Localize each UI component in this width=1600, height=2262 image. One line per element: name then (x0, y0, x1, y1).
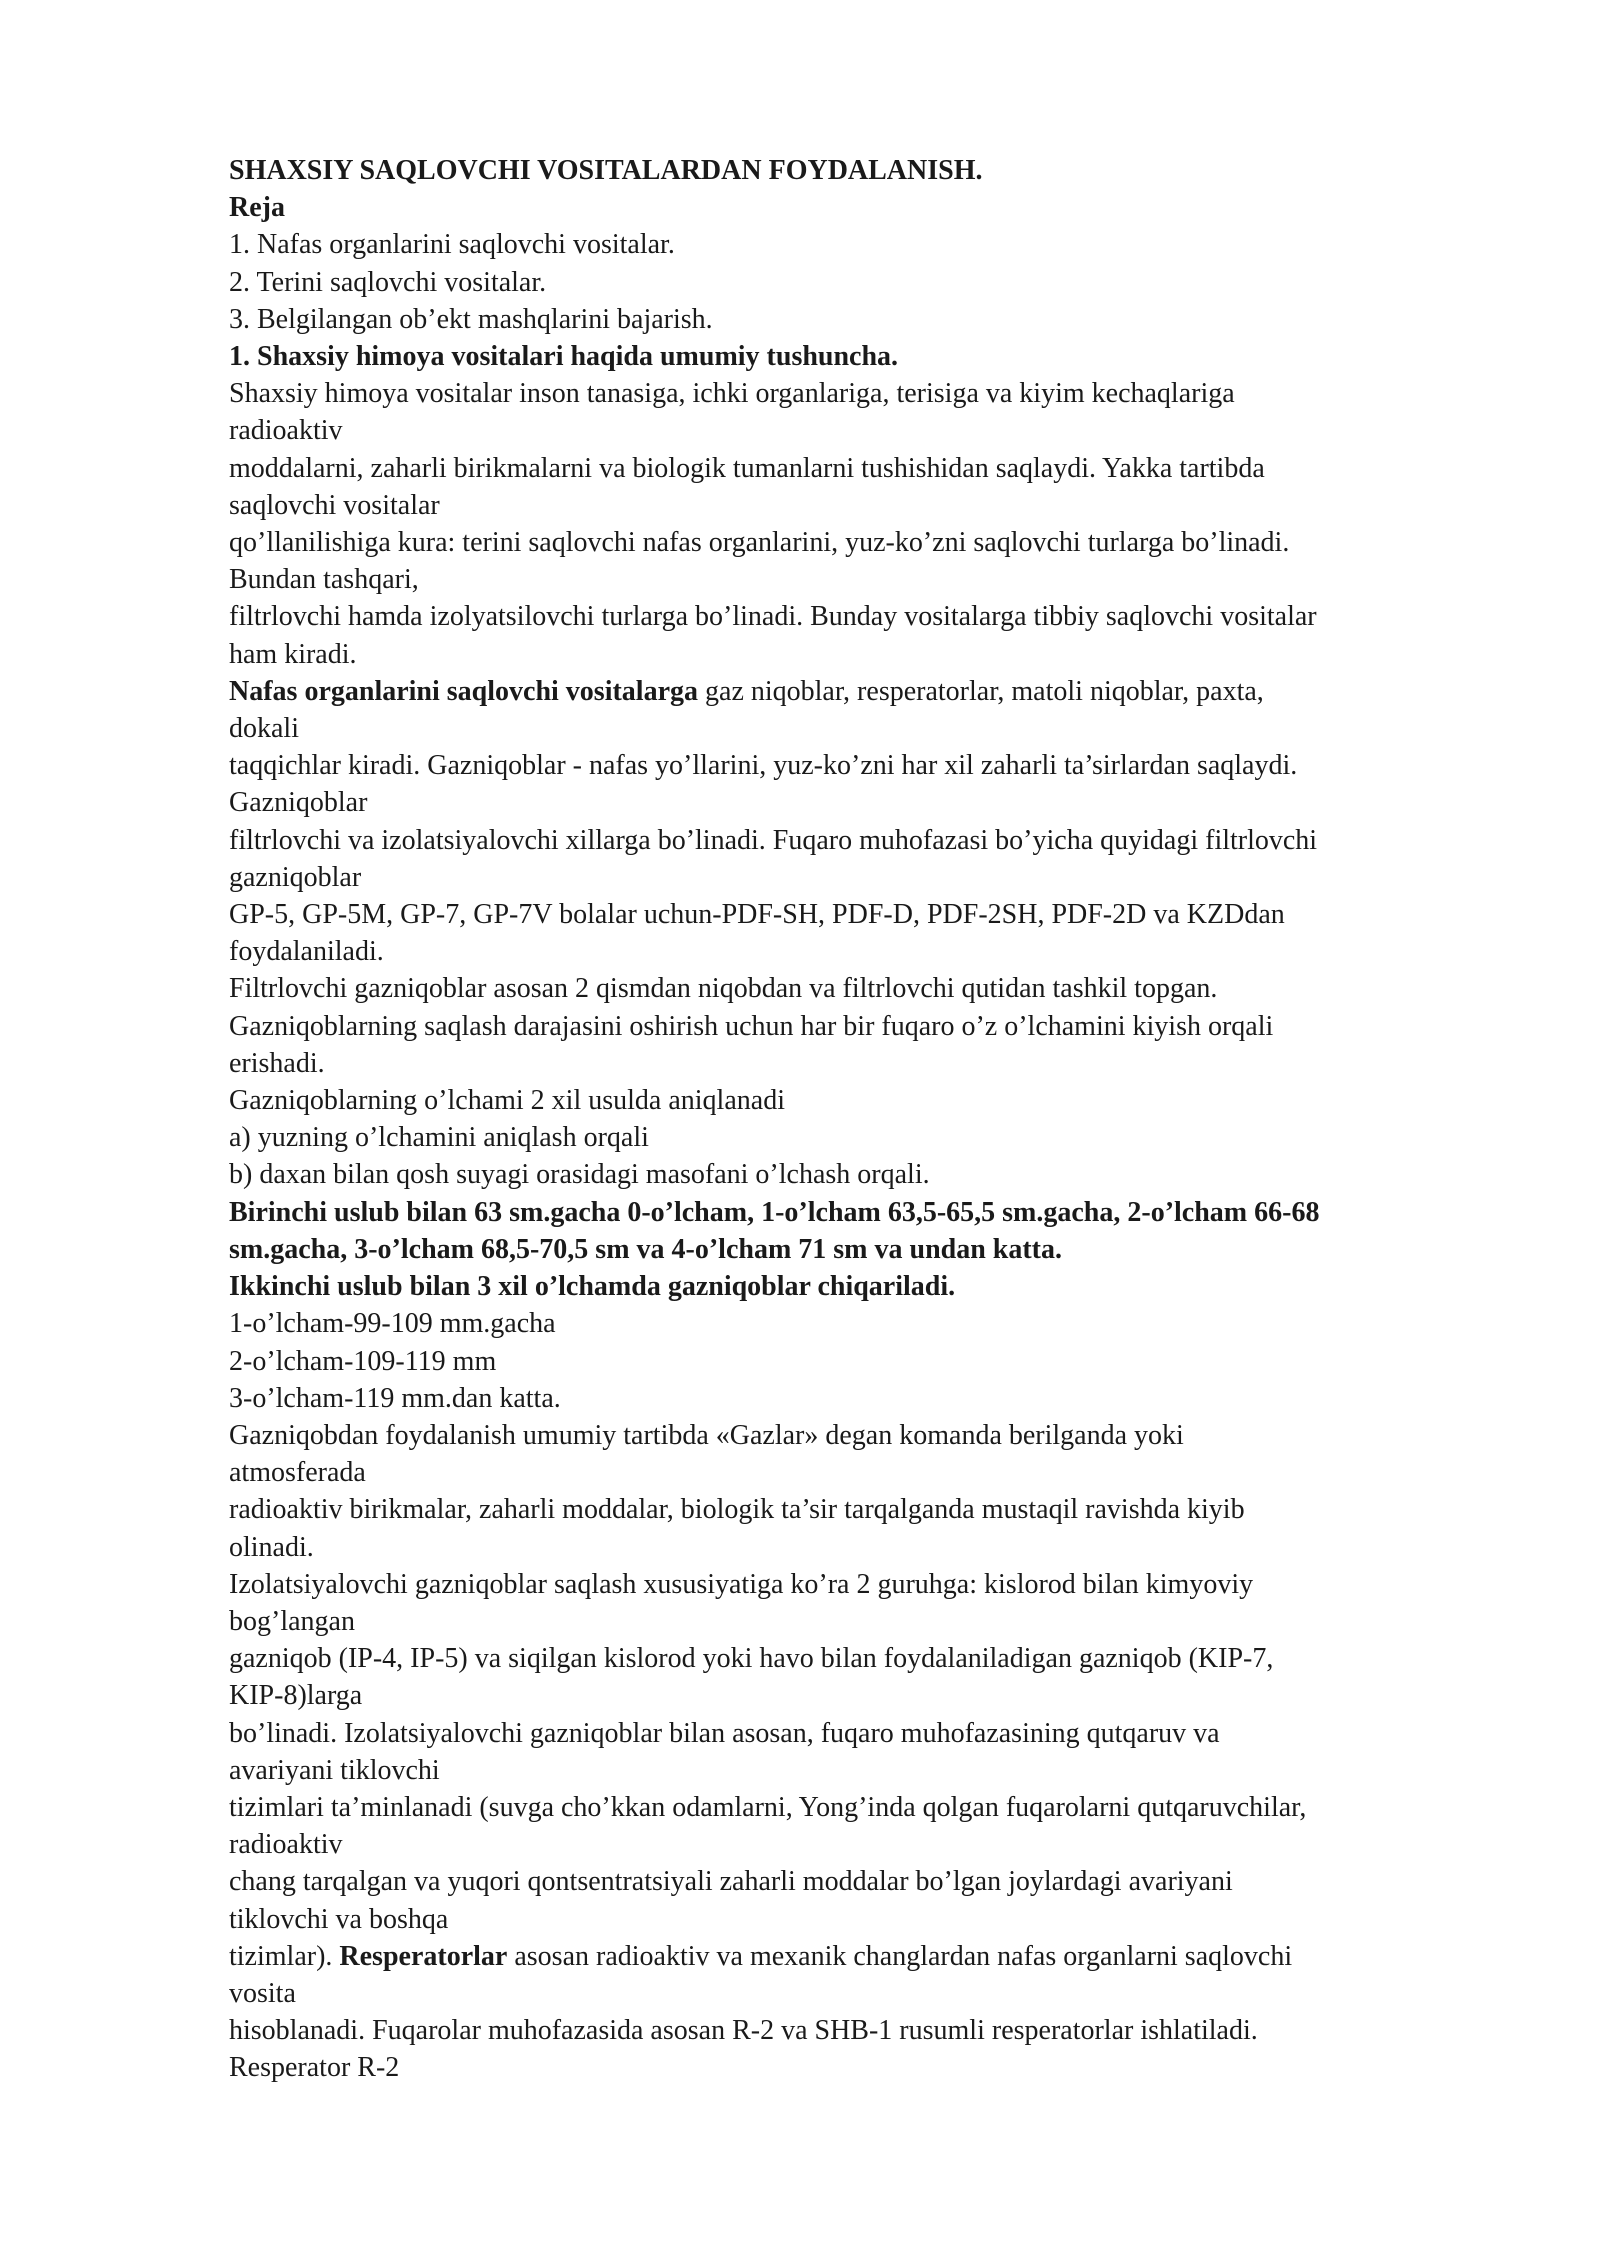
text-fragment: tizimlar). (229, 1940, 340, 1972)
text-line: vosita (229, 1977, 296, 2009)
text-line: a) yuzning o’lchamini aniqlash orqali (229, 1122, 649, 1154)
text-line: Gazniqoblar (229, 787, 368, 819)
bold-line: Ikkinchi uslub bilan 3 xil o’lchamda gazniqoblar chiqariladi. (229, 1271, 956, 1303)
plan-item: 3. Belgilangan ob’ekt mashqlarini bajarish. (229, 303, 713, 335)
text-line: qo’llanilishiga kura: terini saqlovchi nafas organlarini, yuz-ko’zni saqlovchi turlarga bo’linadi. (229, 527, 1290, 559)
text-line: radioaktiv birikmalar, zaharli moddalar, biologik ta’sir tarqalganda mustaqil ravishda kiyib (229, 1494, 1245, 1526)
bold-phrase: Nafas organlarini saqlovchi vositalarga (229, 675, 699, 707)
text-line: KIP-8)larga (229, 1680, 363, 1712)
text-line: taqqichlar kiradi. Gazniqoblar - nafas yo’llarini, yuz-ko’zni har xil zaharli ta’sirlardan saqlaydi. (229, 750, 1298, 782)
document-title: SHAXSIY SAQLOVCHI VOSITALARDAN FOYDALANISH. (229, 155, 983, 186)
text-line: b) daxan bilan qosh suyagi orasidagi masofani o’lchash orqali. (229, 1159, 930, 1191)
text-line: dokali (229, 713, 299, 745)
text-line: GP-5, GP-5M, GP-7, GP-7V bolalar uchun-PDF-SH, PDF-D, PDF-2SH, PDF-2D va KZDdan (229, 899, 1285, 931)
text-line: erishadi. (229, 1047, 325, 1079)
text-line: filtrlovchi va izolatsiyalovchi xillarga bo’linadi. Fuqaro muhofazasi bo’yicha quyidagi filtrlovchi (229, 824, 1318, 856)
text-line: bo’linadi. Izolatsiyalovchi gazniqoblar bilan asosan, fuqaro muhofazasining qutqaruv va (229, 1717, 1220, 1749)
bold-line: Birinchi uslub bilan 63 sm.gacha 0-o’lcham, 1-o’lcham 63,5-65,5 sm.gacha, 2-o’lcham 66-68 (229, 1196, 1320, 1228)
text-line-mixed (229, 1938, 1529, 1975)
text-line: radioaktiv (229, 1829, 343, 1861)
text-line: ham kiradi. (229, 638, 357, 670)
text-line: 3-o’lcham-119 mm.dan katta. (229, 1382, 561, 1414)
bold-line: sm.gacha, 3-o’lcham 68,5-70,5 sm va 4-o’lcham 71 sm va undan katta. (229, 1233, 1062, 1265)
text-line: avariyani tiklovchi (229, 1754, 440, 1786)
text-line: tiklovchi va boshqa (229, 1903, 449, 1935)
text-line: Gazniqoblarning saqlash darajasini oshirish uchun har bir fuqaro o’z o’lchamini kiyish orqali (229, 1010, 1274, 1042)
text-line: chang tarqalgan va yuqori qontsentratsiyali zaharli moddalar bo’lgan joylardagi avariyani (229, 1866, 1233, 1898)
text-line: Shaxsiy himoya vositalar inson tanasiga, ichki organlariga, terisiga va kiyim kechaqlariga (229, 378, 1235, 410)
text-line: radioaktiv (229, 415, 343, 447)
text-fragment: gaz niqoblar, resperatorlar, matoli niqoblar, paxta, (698, 675, 1264, 707)
text-line: gazniqoblar (229, 861, 362, 893)
text-line: atmosferada (229, 1457, 366, 1489)
text-line: Bundan tashqari, (229, 564, 419, 596)
bold-phrase: Resperatorlar (339, 1940, 508, 1972)
text-line: tizimlari ta’minlanadi (suvga cho’kkan odamlarni, Yong’inda qolgan fuqarolarni qutqaruvchilar, (229, 1791, 1307, 1823)
text-line: Gazniqobdan foydalanish umumiy tartibda «Gazlar» degan komanda berilganda yoki (229, 1419, 1184, 1451)
section-heading: 1. Shaxsiy himoya vositalari haqida umumiy tushuncha. (229, 341, 899, 373)
text-line: bog’langan (229, 1605, 355, 1637)
plan-heading: Reja (229, 192, 285, 224)
text-line: Filtrlovchi gazniqoblar asosan 2 qismdan niqobdan va filtrlovchi qutidan tashkil topgan. (229, 973, 1218, 1005)
text-line: gazniqob (IP-4, IP-5) va siqilgan kislorod yoki havo bilan foydalaniladigan gazniqob (KIP-7, (229, 1643, 1274, 1675)
text-line: moddalarni, zaharli birikmalarni va biologik tumanlarni tushishidan saqlaydi. Yakka tartibda (229, 452, 1265, 484)
text-line: olinadi. (229, 1531, 314, 1563)
text-fragment: asosan radioaktiv va mexanik changlardan nafas organlarni saqlovchi (507, 1940, 1293, 1972)
text-line: 1-o’lcham-99-109 mm.gacha (229, 1308, 556, 1340)
plan-item: 1. Nafas organlarini saqlovchi vositalar. (229, 229, 675, 261)
plan-item: 2. Terini saqlovchi vositalar. (229, 266, 547, 298)
text-line: Resperator R-2 (229, 2052, 400, 2084)
document-page (229, 152, 1529, 2087)
text-line: foydalaniladi. (229, 936, 384, 968)
text-line: Izolatsiyalovchi gazniqoblar saqlash xususiyatiga ko’ra 2 guruhga: kislorod bilan kimyoviy (229, 1568, 1254, 1600)
text-line: Gazniqoblarning o’lchami 2 xil usulda aniqlanadi (229, 1085, 785, 1117)
text-line-mixed (229, 673, 1529, 710)
text-line: saqlovchi vositalar (229, 489, 440, 521)
text-line: hisoblanadi. Fuqarolar muhofazasida asosan R-2 va SHB-1 rusumli resperatorlar ishlatiladi. (229, 2015, 1258, 2047)
text-line: filtrlovchi hamda izolyatsilovchi turlarga bo’linadi. Bunday vositalarga tibbiy saqlovchi vositalar (229, 601, 1317, 633)
text-line: 2-o’lcham-109-119 mm (229, 1345, 497, 1377)
